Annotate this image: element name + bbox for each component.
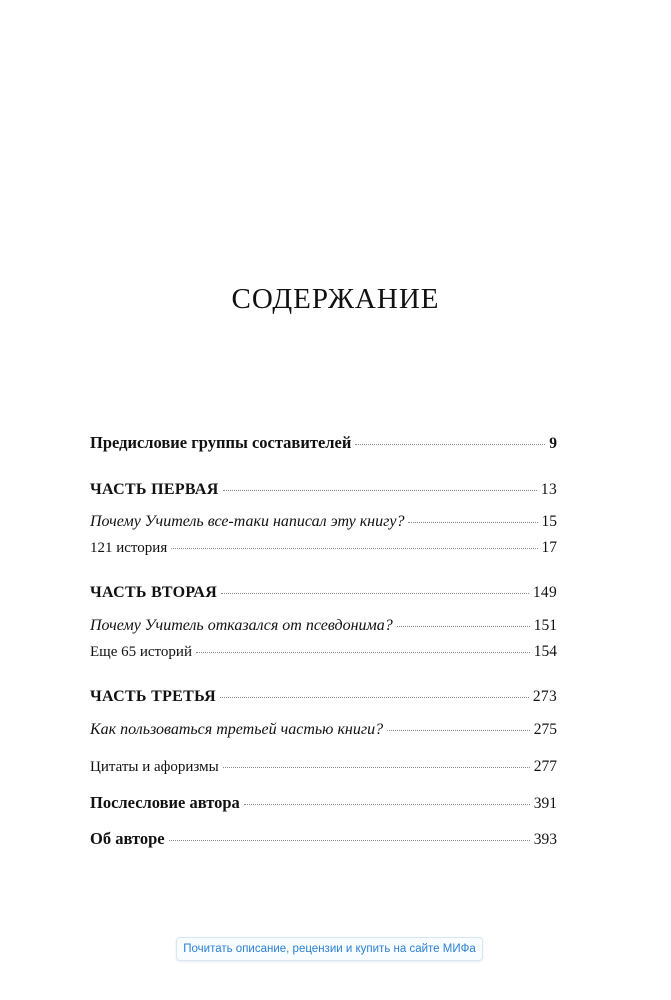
dot-leader <box>220 697 529 698</box>
toc-entry-page: 154 <box>533 643 557 660</box>
toc-entry-label: ЧАСТЬ ПЕРВАЯ <box>90 481 219 498</box>
toc-entry-page: 17 <box>541 539 557 556</box>
dot-leader <box>169 840 530 841</box>
toc-entry-label: Почему Учитель все-таки написал эту книгу? <box>90 513 405 530</box>
toc-entry-label: Об авторе <box>90 829 165 848</box>
toc-entry-page: 277 <box>533 758 557 775</box>
toc-entry-label: Предисловие группы составителей <box>90 433 352 452</box>
toc-entry-label: 121 история <box>90 540 168 556</box>
toc-entry-pseudonym[interactable] <box>90 617 557 635</box>
toc-entry-page: 273 <box>532 688 557 705</box>
toc-entry-121-stories[interactable] <box>90 539 557 557</box>
page-title: СОДЕРЖАНИЕ <box>231 283 440 316</box>
dot-leader <box>244 804 530 805</box>
toc-entry-why-wrote[interactable] <box>90 513 557 531</box>
dot-leader <box>171 548 537 549</box>
dot-leader <box>355 444 545 445</box>
toc-entry-page: 151 <box>533 617 557 634</box>
toc-entry-page: 13 <box>540 481 557 498</box>
toc-entry-label: Почему Учитель отказался от псевдонима? <box>90 617 393 634</box>
toc-entry-label: Еще 65 историй <box>90 644 192 660</box>
toc-entry-about-author[interactable] <box>90 829 557 849</box>
toc-entry-page: 275 <box>533 721 557 738</box>
toc-entry-preface[interactable] <box>90 433 557 453</box>
dot-leader <box>196 652 530 653</box>
toc-entry-65-stories[interactable] <box>90 643 557 661</box>
toc-entry-page: 15 <box>541 513 557 530</box>
toc-entry-part-three[interactable] <box>90 688 557 706</box>
buy-on-mif-link[interactable]: Почитать описание, рецензии и купить на сайте МИФа <box>176 937 483 961</box>
toc-entry-page: 393 <box>533 831 557 848</box>
dot-leader <box>408 522 537 523</box>
toc-entry-label: Цитаты и афоризмы <box>90 759 219 775</box>
toc-entry-label: ЧАСТЬ ТРЕТЬЯ <box>90 688 216 705</box>
dot-leader <box>397 626 530 627</box>
toc-entry-quotes[interactable] <box>90 758 557 776</box>
toc-entry-how-to-use[interactable] <box>90 721 557 739</box>
dot-leader <box>221 593 529 594</box>
toc-entry-label: ЧАСТЬ ВТОРАЯ <box>90 584 218 601</box>
toc-entry-label: Как пользоваться третьей частью книги? <box>90 721 384 738</box>
toc-entry-page: 9 <box>549 435 557 452</box>
toc-entry-page: 391 <box>533 795 557 812</box>
toc-entry-part-one[interactable] <box>90 481 557 499</box>
toc-entry-page: 149 <box>532 584 557 601</box>
dot-leader <box>387 730 530 731</box>
dot-leader <box>223 490 537 491</box>
toc-entry-part-two[interactable] <box>90 584 557 602</box>
toc-entry-label: Послесловие автора <box>90 793 240 812</box>
dot-leader <box>223 767 530 768</box>
toc-entry-afterword[interactable] <box>90 793 557 813</box>
